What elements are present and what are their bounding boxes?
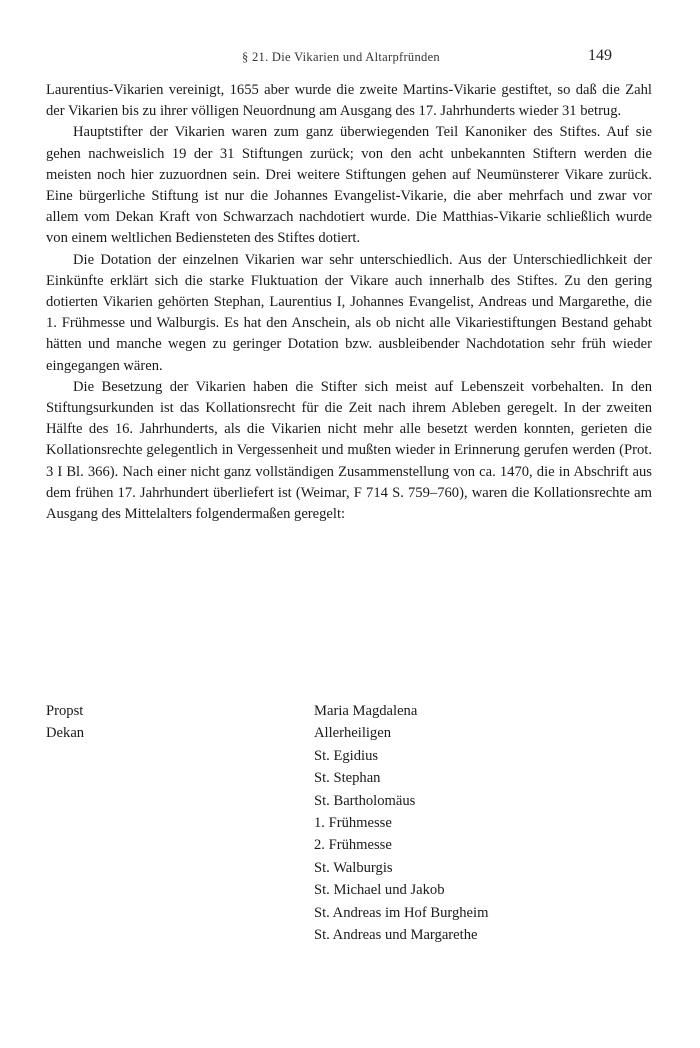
running-head xyxy=(46,48,652,68)
page-number: 149 xyxy=(588,47,612,64)
vicarage-cell: 2. Frühmesse xyxy=(314,837,392,854)
list-item xyxy=(46,924,652,946)
body-text xyxy=(46,80,652,525)
vicarage-cell: St. Bartholomäus xyxy=(314,792,416,809)
list-item xyxy=(46,767,652,789)
vicarage-cell: Allerheiligen xyxy=(314,725,391,742)
collation-rights-list xyxy=(46,700,652,946)
list-item xyxy=(46,790,652,812)
running-title: § 21. Die Vikarien und Altarpfründen xyxy=(242,50,440,64)
paragraph-dotation: Die Dotation der einzelnen Vikarien war sehr unterschiedlich. Aus der Unterschiedlichkeit der Einkünfte erklärt sich die starke Fluktuation der Vikare auch innerhalb des Stiftes. Zu den gering dotierten Vikarien gehörten Stephan, Laurentius I, Johannes Evangelist, Andreas und Margarethe, die 1. Frühmesse und Walburgis. Es hat den Anschein, als ob nicht alle Vikariestiftungen Bestand gehabt hätten und manche wegen zu geringer Dotation bzw. ausbleibender Nachdotation sehr früh wieder eingegangen wären. xyxy=(46,251,652,374)
patron-cell: Propst xyxy=(46,703,84,719)
list-item xyxy=(46,745,652,767)
list-item xyxy=(46,722,652,744)
vicarage-cell: St. Walburgis xyxy=(314,859,393,876)
patron-cell: Dekan xyxy=(46,725,85,742)
list-item xyxy=(46,902,652,924)
vicarage-cell: St. Andreas und Margarethe xyxy=(314,926,478,943)
vicarage-cell: St. Egidius xyxy=(314,747,379,764)
vicarage-cell: 1. Frühmesse xyxy=(314,814,392,831)
book-page xyxy=(46,0,652,1048)
vicarage-cell: St. Andreas im Hof Burgheim xyxy=(314,904,489,921)
vicarage-cell: St. Michael und Jakob xyxy=(314,882,445,899)
paragraph-continuation: Laurentius-Vikarien vereinigt, 1655 aber wurde die zweite Martins-Vikarie gestiftet, so daß die Zahl der Vikarien bis zu ihrer völligen Neuordnung am Ausgang des 17. Jahrhunderts wieder 31 betrug. xyxy=(46,82,652,120)
list-item xyxy=(46,834,652,856)
paragraph-founders: Hauptstifter der Vikarien waren zum ganz überwiegenden Teil Kanoniker des Stiftes. Auf sie gehen nachweislich 19 der 31 Stiftungen zurück; von den acht unbekannten Stiftern werden die meisten noch hier zuzuordnen sein. Drei weitere Stiftungen gehen auf Neumünsterer Vikare zurück. Eine bürgerliche Stiftung ist nur die Johannes Evangelist-Vikarie, die aber mehrfach und zwar vor allem vom Dekan Kraft von Schwarzach nachdotiert wurde. Die Matthias-Vikarie schließlich wurde von einem weltlichen Bediensteten des Stiftes dotiert. xyxy=(46,124,652,247)
list-item xyxy=(46,700,652,722)
list-item xyxy=(46,812,652,834)
list-item xyxy=(46,879,652,901)
vicarage-cell: Maria Magdalena xyxy=(314,703,418,719)
vicarage-cell: St. Stephan xyxy=(314,770,381,787)
list-item xyxy=(46,857,652,879)
paragraph-collation: Die Besetzung der Vikarien haben die Stifter sich meist auf Lebenszeit vorbehalten. In den Stiftungsurkunden ist das Kollationsrecht für die Zeit nach ihrem Ableben geregelt. In der zweiten Hälfte des 16. Jahrhunderts, als die Vikarien nicht mehr alle besetzt werden konnten, gerieten die Kollationsrechte gelegentlich in Vergessenheit und mußten wieder in Erinnerung gerufen werden (Prot. 3 I Bl. 366). Nach einer nicht ganz vollständigen Zusammenstellung von ca. 1470, die in Abschrift aus dem frühen 17. Jahrhundert überliefert ist (Weimar, F 714 S. 759–760), waren die Kollationsrechte am Ausgang des Mittelalters folgendermaßen geregelt: xyxy=(46,378,652,523)
